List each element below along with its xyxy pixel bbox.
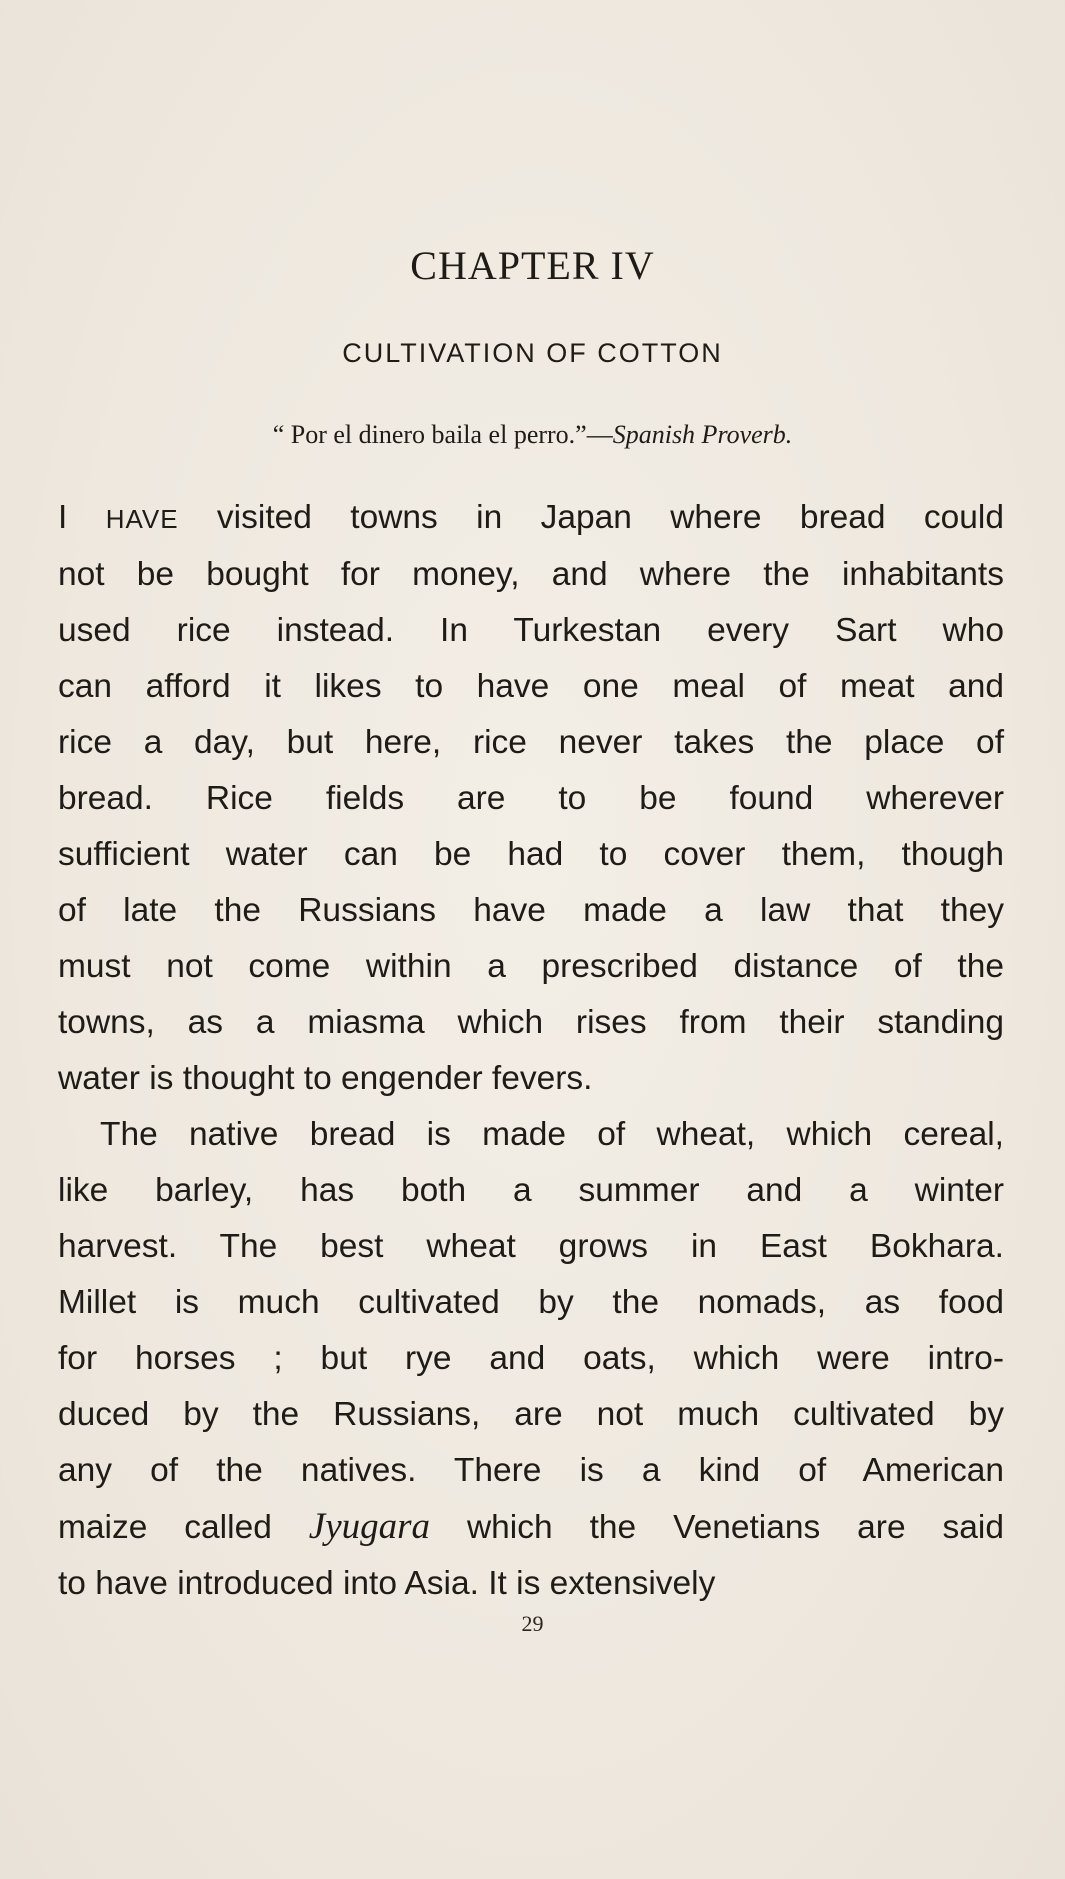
text-segment: to have introduced into Asia. It is extensively — [58, 1565, 716, 1602]
text-line — [58, 1443, 1004, 1499]
text-line — [58, 659, 1004, 715]
text-segment: I — [58, 499, 106, 536]
text-segment: rice a day, but here, rice never takes the place of — [58, 724, 1004, 761]
text-line — [58, 603, 1004, 659]
text-segment: sufficient water can be had to cover them, though — [58, 836, 1004, 873]
text-line — [58, 1499, 1004, 1556]
text-segment: harvest. The best wheat grows in East Bokhara. — [58, 1228, 1004, 1265]
text-segment: Millet is much cultivated by the nomads, as food — [58, 1284, 1004, 1321]
chapter-subtitle: CULTIVATION OF COTTON — [342, 338, 723, 368]
text-line — [58, 1387, 1004, 1443]
chapter-title: CHAPTER IV — [410, 243, 655, 288]
text-segment: duced by the Russians, are not much cultivated by — [58, 1396, 1004, 1433]
text-line — [58, 1107, 1004, 1163]
text-segment: visited towns in Japan where bread could — [178, 499, 1004, 536]
epigraph-quote: “ Por el dinero baila el perro.”— — [272, 420, 613, 449]
text-line — [58, 1051, 1004, 1107]
text-segment: any of the natives. There is a kind of American — [58, 1452, 1004, 1489]
text-line — [58, 1331, 1004, 1387]
text-segment: of late the Russians have made a law that they — [58, 892, 1004, 929]
paragraph — [58, 490, 1004, 1107]
text-segment: water is thought to engender fevers. — [58, 1060, 593, 1097]
text-segment: maize called — [58, 1509, 309, 1546]
text-segment: Jyugara — [308, 1506, 431, 1547]
text-line — [58, 771, 1004, 827]
text-segment: not be bought for money, and where the inhabitants — [58, 556, 1004, 593]
text-line — [58, 1275, 1004, 1331]
text-segment: bread. Rice fields are to be found wherever — [58, 780, 1004, 817]
text-segment: must not come within a prescribed distance of the — [58, 948, 1004, 985]
text-line — [58, 939, 1004, 995]
epigraph — [0, 420, 1065, 450]
text-line — [58, 1163, 1004, 1219]
page-number: 29 — [521, 1611, 544, 1636]
paragraph — [58, 1107, 1004, 1612]
body-text — [58, 490, 1004, 1612]
text-segment: HAVE — [105, 504, 179, 534]
text-line — [58, 547, 1004, 603]
text-segment: like barley, has both a summer and a winter — [58, 1172, 1004, 1209]
text-line — [58, 1219, 1004, 1275]
text-line — [58, 883, 1004, 939]
text-line — [58, 715, 1004, 771]
text-line — [58, 490, 1004, 547]
text-segment: which the Venetians are said — [430, 1509, 1004, 1546]
text-segment: used rice instead. In Turkestan every Sart who — [58, 612, 1004, 649]
text-line — [58, 1556, 1004, 1612]
text-segment: towns, as a miasma which rises from their standing — [58, 1004, 1004, 1041]
text-line — [58, 995, 1004, 1051]
text-segment: can afford it likes to have one meal of meat and — [58, 668, 1004, 705]
epigraph-attribution: Spanish Proverb. — [612, 420, 793, 449]
text-line — [58, 827, 1004, 883]
text-segment: The native bread is made of wheat, which cereal, — [100, 1116, 1004, 1153]
text-segment: for horses ; but rye and oats, which were intro- — [58, 1340, 1004, 1377]
